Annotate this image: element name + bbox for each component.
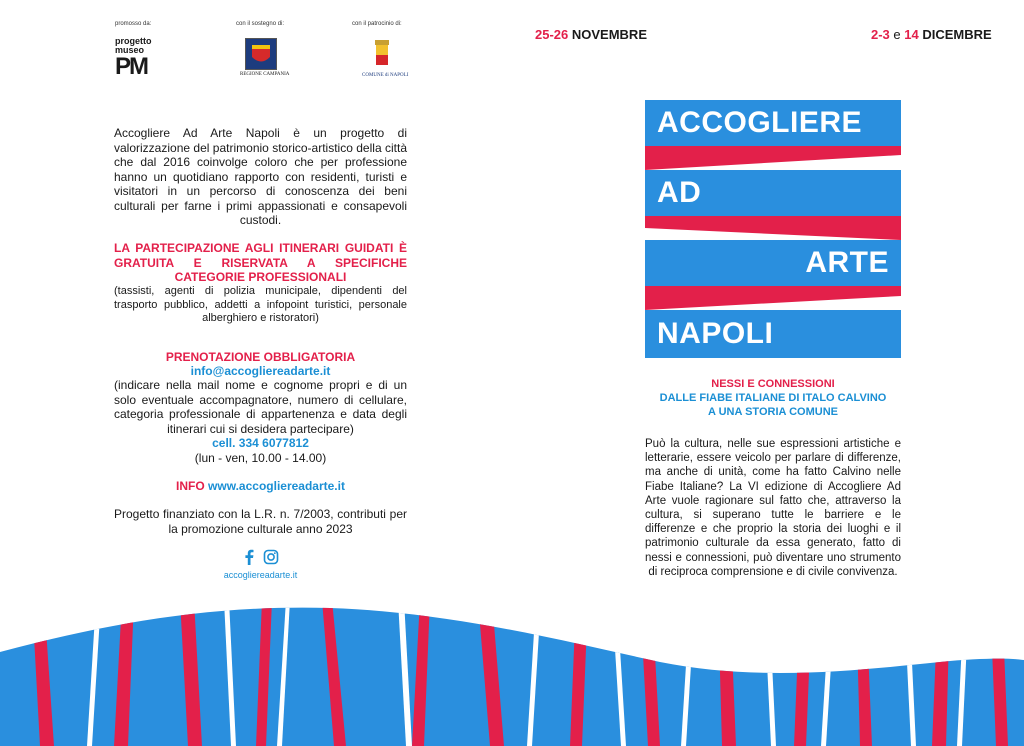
date-november xyxy=(535,27,647,42)
instagram-icon[interactable] xyxy=(263,549,279,565)
comune-crest-icon xyxy=(372,40,392,68)
date-november-days: 25-26 xyxy=(535,27,569,42)
comune-napoli-logo xyxy=(362,40,409,78)
progetto-museo-logo xyxy=(115,37,152,79)
date-december xyxy=(871,27,992,42)
date-december-days-b: 14 xyxy=(904,27,919,42)
date-december-and: e xyxy=(893,27,901,42)
info-line xyxy=(114,479,407,493)
participation-detail: (tassisti, agenti di polizia municipale, dipendenti del trasporto pubblico, addetti a infopoint turistici, personale alberghiero e ristoratori) xyxy=(114,285,407,324)
pm-logo-line1: progetto xyxy=(115,36,152,46)
subtitle-red: NESSI E CONNESSIONI xyxy=(711,378,835,390)
date-december-days-a: 2-3 xyxy=(871,27,890,42)
booking-email[interactable] xyxy=(114,364,407,378)
title-line-1: ACCOGLIERE xyxy=(645,100,901,146)
patronage-caption: con il patrocinio di: xyxy=(352,21,402,27)
booking-heading: PRENOTAZIONE OBBLIGATORIA xyxy=(165,350,356,364)
phone-number[interactable]: cell. 334 6077812 xyxy=(212,436,309,450)
striped-wave-decoration xyxy=(0,600,1024,746)
funding-note: Progetto finanziato con la L.R. n. 7/2003, contributi per la promozione culturale anno 2023 xyxy=(114,507,407,536)
facebook-icon[interactable] xyxy=(242,549,256,565)
pm-logo-line2: museo xyxy=(115,45,145,55)
regione-label: REGIONE CAMPANIA xyxy=(240,72,290,77)
date-november-month: NOVEMBRE xyxy=(571,27,647,42)
info-website-link[interactable]: www.accogliereadarte.it xyxy=(208,479,345,493)
promoter-caption: promosso da: xyxy=(115,21,152,27)
title-line-2: AD xyxy=(645,170,901,216)
date-december-month: DICEMBRE xyxy=(922,27,992,42)
title-block xyxy=(645,100,901,358)
title-line-3: ARTE xyxy=(645,240,901,286)
intro-paragraph: Accogliere Ad Arte Napoli è un progetto di valorizzazione del patrimonio storico-artistico della città che dal 2016 coinvolge coloro che per professione hanno un quotidiano rapporto con residenti, turisti e visitatori in un percorso di conoscenza dei beni culturali per farne i primi appassionati e consapevoli custodi. xyxy=(114,126,407,227)
subtitle-blue-2: A UNA STORIA COMUNE xyxy=(708,406,838,418)
pm-logo-mark: PM xyxy=(115,53,147,80)
regione-campania-logo xyxy=(240,38,290,80)
booking-detail: (indicare nella mail nome e cognome propri e di un solo eventuale accompagnatore, numero di cellulare, categoria professionale di appartenenza e data degli itinerari cui si desidera partecipare) xyxy=(114,378,407,436)
office-hours: (lun - ven, 10.00 - 14.00) xyxy=(194,451,327,465)
regione-emblem-icon xyxy=(245,38,277,70)
info-label: INFO xyxy=(176,479,205,493)
booking-email-link[interactable]: info@accogliereadarte.it xyxy=(190,364,331,378)
sponsor-caption: con il sostegno di: xyxy=(236,21,285,27)
title-line-4: NAPOLI xyxy=(645,310,901,358)
subtitle-blue-1: DALLE FIABE ITALIANE DI ITALO CALVINO xyxy=(659,392,887,404)
social-handle[interactable]: accogliereadarte.it xyxy=(223,570,298,580)
description-paragraph: Può la cultura, nelle sue espressioni artistiche e letterarie, essere veicolo per parlare di differenze, ma anche di unità, come ha fatto Calvino nelle Fiabe Italiane? La VI edizione di Accogliere Ad Arte vuole ragionare sul fatto che, attraverso la cultura, si superano tutte le barriere e le differenze e che proprio la storia dei luoghi e il patrimonio culturale da essa generato, fatto di nessi e connessioni, può diventare uno strumento di reciproca comprensione e di civile convivenza. xyxy=(645,438,901,578)
social-icons xyxy=(114,549,407,570)
comune-label: COMUNE di NAPOLI xyxy=(362,73,409,78)
participation-heading: LA PARTECIPAZIONE AGLI ITINERARI GUIDATI È GRATUITA E RISERVATA A SPECIFICHE CATEGORIE PROFESSIONALI xyxy=(114,241,407,284)
